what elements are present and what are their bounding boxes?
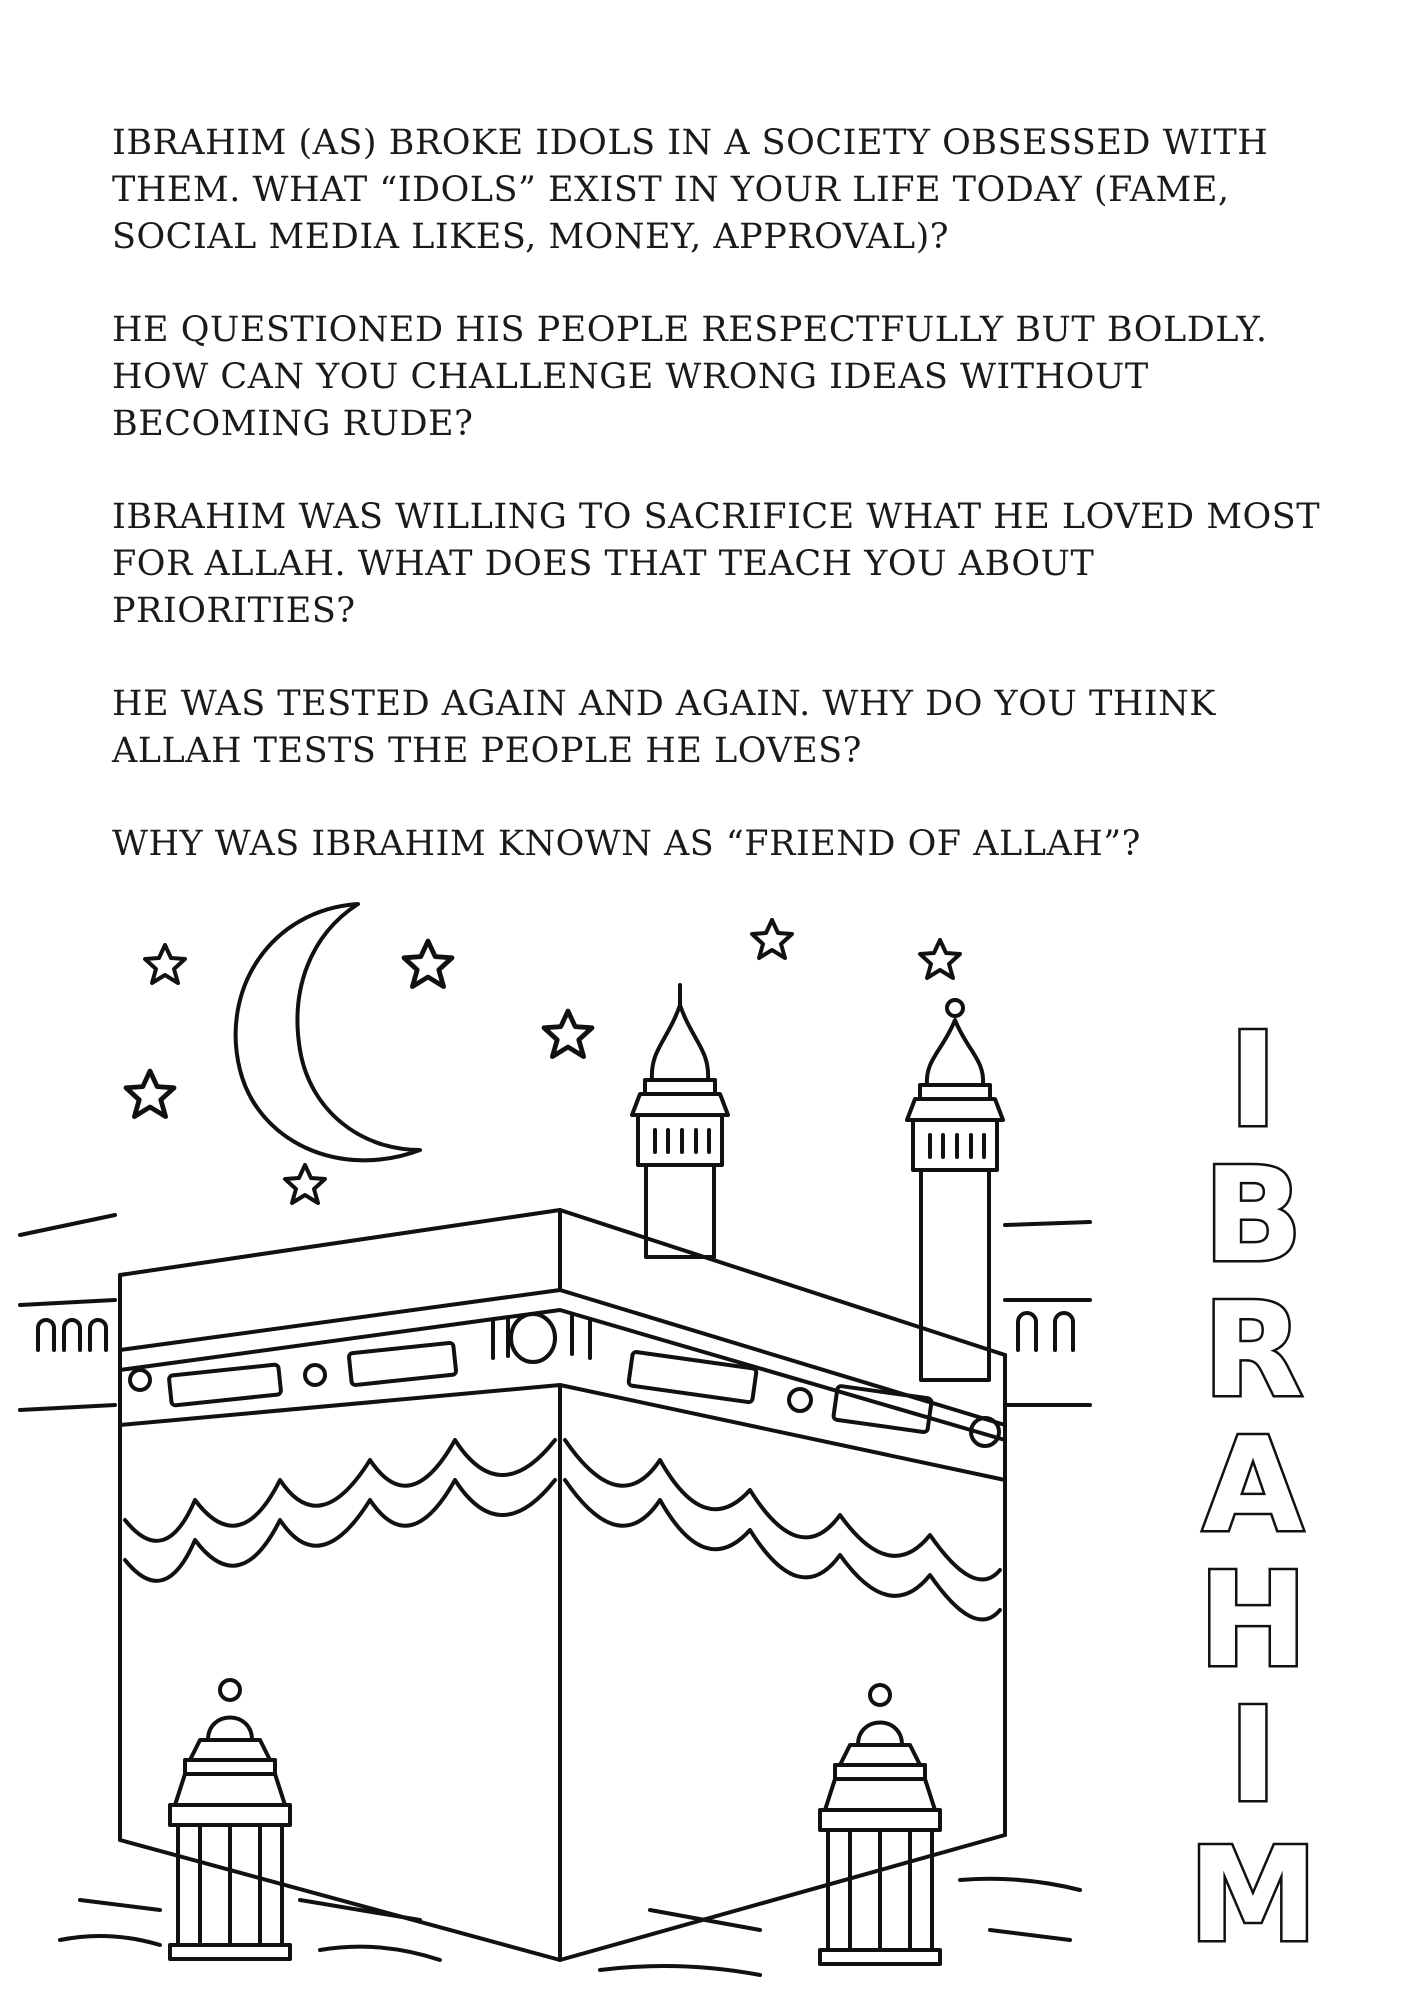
minaret-right <box>907 1000 1003 1380</box>
star-icon <box>145 945 185 983</box>
star-icon <box>752 920 792 958</box>
arch-wall-right <box>1005 1222 1090 1405</box>
vertical-title-ibrahim <box>1178 1010 1328 1970</box>
title-letter: I <box>1228 1679 1278 1831</box>
title-letter: A <box>1202 1409 1304 1561</box>
kaaba <box>120 1210 1005 1960</box>
star-icon <box>920 940 960 978</box>
minaret-left <box>632 985 728 1257</box>
kaaba-illustration <box>0 880 1120 2000</box>
question-sacrifice: IBRAHIM WAS WILLING TO SACRIFICE WHAT HE LOVED MOST FOR ALLAH. WHAT DOES THAT TEACH YOU ABOUT PRIORITIES? <box>112 497 1321 631</box>
lantern-icon <box>820 1685 940 1964</box>
star-icon <box>126 1071 174 1117</box>
reflection-questions <box>112 120 1332 914</box>
question-challenge-ideas: HE QUESTIONED HIS PEOPLE RESPECTFULLY BUT BOLDLY. HOW CAN YOU CHALLENGE WRONG IDEAS WITHOUT BECOMING RUDE? <box>112 310 1268 444</box>
arch-wall-left <box>20 1215 115 1410</box>
title-letter: I <box>1228 1010 1278 1156</box>
star-icon <box>404 941 452 987</box>
star-icon <box>285 1165 325 1203</box>
question-idols: IBRAHIM (AS) BROKE IDOLS IN A SOCIETY OBSESSED WITH THEM. WHAT “IDOLS” EXIST IN YOUR LIFE TODAY (FAME, SOCIAL MEDIA LIKES, MONEY, APPROVAL)? <box>112 123 1269 257</box>
question-tests: HE WAS TESTED AGAIN AND AGAIN. WHY DO YOU THINK ALLAH TESTS THE PEOPLE HE LOVES? <box>112 684 1216 771</box>
title-letter: B <box>1203 1139 1303 1291</box>
lantern-icon <box>170 1680 290 1959</box>
star-icon <box>544 1011 592 1057</box>
title-letter: H <box>1198 1544 1308 1696</box>
crescent-moon-icon <box>236 904 420 1160</box>
title-letter: M <box>1188 1819 1318 1970</box>
title-letter: R <box>1202 1274 1304 1426</box>
question-friend-of-allah: WHY WAS IBRAHIM KNOWN AS “FRIEND OF ALLAH”? <box>112 824 1141 864</box>
